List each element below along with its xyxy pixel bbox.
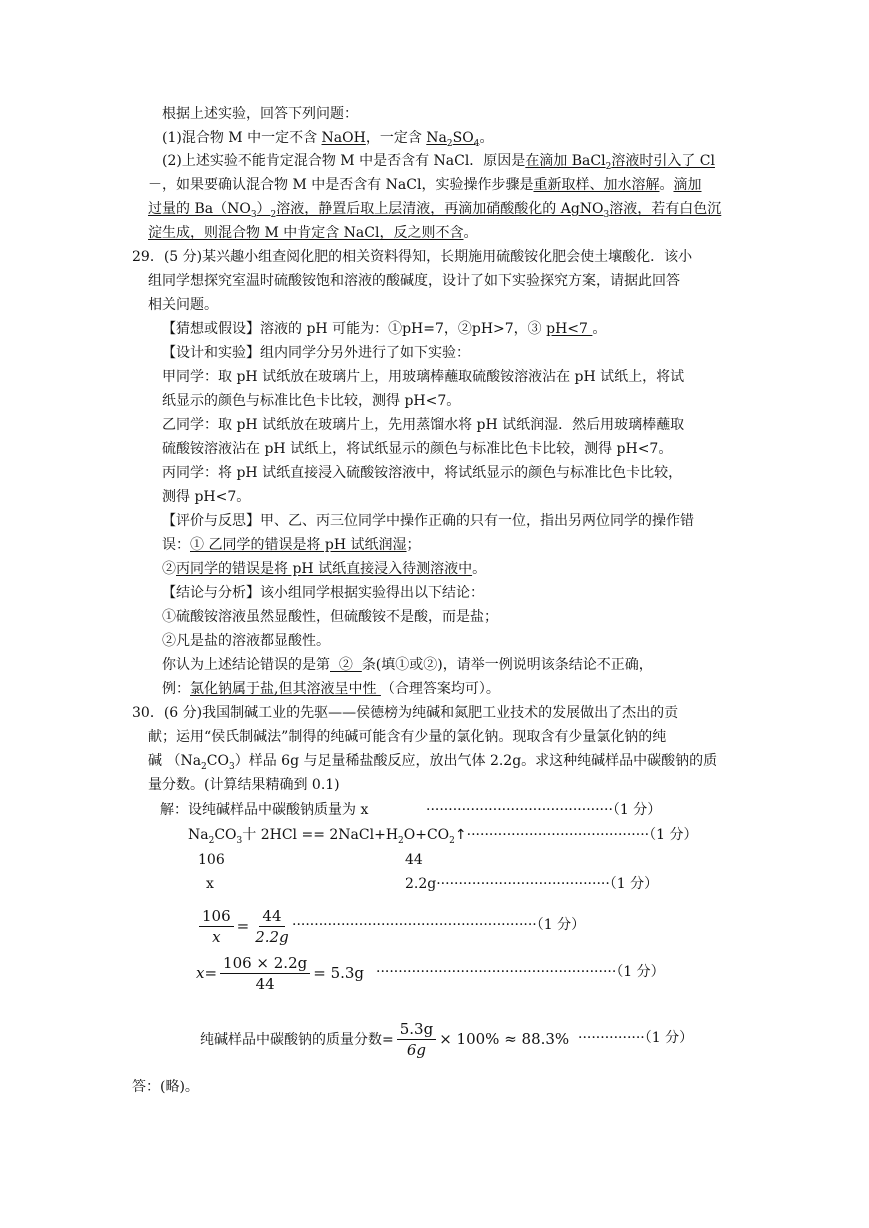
q29-conclusion-2: ②凡是盐的溶液都显酸性。 [162, 633, 330, 649]
answer-blank: 过量的 $Ba(NO_3)_2$溶液，静置后取上层清液，再滴加硝酸酸化的 AgNO$_3$溶液，若有白色沉 [148, 201, 722, 220]
q29-evaluation-3: ②丙同学的错误是将 pH 试纸直接浸入待测溶液中。 [162, 561, 487, 577]
q30-equation: $Na_2CO_3$十 $2HCl == 2NaCl+H_2O+CO_2↑\cdot\cdot\cdot\cdot\cdot\cdot\cdot\cdot\cdot\cdot\cdot\cdot\cdot\cdot\cdot\cdot\cdot\cdot\cdot\cdot\cdot\cdot\cdot\cdot\cdot\cdot\cdot\cdot\cdot\cdot\cdot\cdot\cdot\cdot\cdot\cdot\cdot\cdot\cdot\cdot\cdot(1$ 分） [188, 827, 698, 846]
q29-evaluation-2: 误：① 乙同学的错误是将 pH 试纸润湿； [162, 537, 421, 553]
q29-student-jia-2: 纸显示的颜色与标准比色卡比较，测得 pH<7。 [162, 393, 461, 409]
answer-blank: 滴加 [673, 177, 702, 193]
q30-stem-line1: 30．(6 分)我国制碱工业的先驱——侯德榜为纯碱和氮肥工业技术的发展做出了杰出的贡 [132, 705, 679, 721]
answer-blank: 在滴加 BaCl$_2$溶液时引入了 Cl [525, 153, 715, 172]
q30-calc-x: x= $\frac{106 \times 2.2g}{44}$ = 5.3g [196, 953, 365, 993]
q30-proportion: $\frac{106}{x}$ = $\frac{44}{2.2g}$ [196, 902, 295, 950]
q30-dots-4: ·······················································（1 分） [292, 917, 586, 933]
q30-dots-5: ······················································（1 分） [376, 964, 665, 980]
q29-student-yi-2: 硫酸铵溶液沾在 pH 试纸上，将试纸显示的颜色与标准比色卡比较，测得 pH<7。 [162, 441, 673, 457]
answer-blank: pH<7 [546, 321, 593, 337]
q30-molar-mass-1: 106 [198, 852, 225, 868]
q30-unknown-x: x [206, 876, 214, 892]
q28-part2-line3 [148, 199, 721, 219]
q30-dots-1: ··········································（1 分） [426, 802, 662, 818]
q29-conclusion-1: ①硫酸铵溶液虽然显酸性，但硫酸铵不是酸，而是盐； [162, 609, 498, 625]
fraction: $\frac{44}{2.2g}$ [255, 906, 289, 946]
fraction: $\frac{106}{x}$ [199, 907, 234, 946]
intro-text: 根据上述实验，回答下列问题： [162, 106, 358, 122]
q30-mass-fraction: 纯碱样品中碳酸钠的质量分数= $\frac{5.3g}{6g}$ × 100% ≈ 88.3% [200, 1019, 570, 1059]
q29-hypothesis: 【猜想或假设】溶液的 pH 可能为：①pH=7，②pH>7，③ pH<7 。 [162, 321, 607, 337]
q30-solution-setup: 解：设纯碱样品中碳酸钠质量为 x [160, 802, 369, 818]
q29-conclusion-heading: 【结论与分析】该小组同学根据实验得出以下结论： [162, 585, 484, 601]
answer-blank: 丙同学的错误是将 pH 试纸直接浸入待测溶液中 [176, 561, 473, 577]
q30-molar-mass-2: 44 [405, 852, 423, 868]
q29-design: 【设计和实验】组内同学分另外进行了如下实验： [162, 345, 470, 361]
q29-stem-line3: 相关问题。 [148, 297, 218, 313]
q28-part2-line2: －，如果要确认混合物 M 中是否含有 NaCl，实验操作步骤是重新取样、加水溶解。滴加 [148, 177, 702, 193]
fraction: $\frac{5.3g}{6g}$ [397, 1020, 436, 1059]
q29-stem-line1: 29．(5 分)某兴趣小组查阅化肥的相关资料得知，长期施用硫酸铵化肥会使土壤酸化．该小 [132, 249, 693, 265]
answer-blank: ① 乙同学的错误是将 pH 试纸润湿 [190, 537, 407, 553]
q29-stem-line2: 组同学想探究室温时硫酸铵饱和溶液的酸碱度，设计了如下实验探究方案，请据此回答 [148, 273, 680, 289]
q28-part2-line4: 淀生成，则混合物 M 中肯定含 NaCl，反之则不含。 [148, 225, 478, 241]
q28-part1: (1)混合物 M 中一定不含 NaOH，一定含 $Na_2SO_4$。 [162, 130, 494, 149]
q29-question: 你认为上述结论错误的是第 ② 条(填①或②)，请举一例说明该条结论不正确， [162, 657, 653, 673]
q29-evaluation-1: 【评价与反思】甲、乙、丙三位同学中操作正确的只有一位，指出另两位同学的操作错 [162, 513, 694, 529]
answer-blank: ② [330, 657, 362, 673]
answer-blank: $Na_2SO_4$ [426, 130, 480, 149]
q29-example: 例：氯化钠属于盐,但其溶液呈中性 （合理答案均可）。 [162, 681, 500, 697]
q29-student-jia-1: 甲同学：取 pH 试纸放在玻璃片上，用玻璃棒蘸取硫酸铵溶液沾在 pH 试纸上，将试 [162, 369, 685, 385]
q30-stem-line2: 献；运用“侯氏制碱法”制得的纯碱可能含有少量的氯化钠。现取含有少量氯化钠的纯 [148, 729, 667, 745]
q28-part2-line1: (2)上述实验不能肯定混合物 M 中是否含有 NaCl．原因是在滴加 BaCl$_2$溶液时引入了 Cl [162, 153, 715, 172]
q29-student-bing-1: 丙同学：将 pH 试纸直接浸入硫酸铵溶液中，将试纸显示的颜色与标准比色卡比较， [162, 465, 683, 481]
answer-blank: NaOH [321, 130, 366, 146]
q30-dots-6: ···············（1 分） [578, 1030, 694, 1046]
answer-blank: 氯化钠属于盐,但其溶液呈中性 [190, 681, 381, 697]
fraction: $\frac{106 \times 2.2g}{44}$ [220, 954, 310, 993]
q30-stem-line4: 量分数。(计算结果精确到 0.1) [148, 777, 340, 793]
q30-stem-line3: 碱 $(Na_2CO_3)$样品 6g 与足量稀盐酸反应，放出气体 2.2g。求这种纯碱样品中碳酸钠的质 [148, 753, 718, 772]
q30-gas-mass: 2.2g·······································（1 分） [405, 876, 659, 892]
answer-blank: 重新取样、加水溶解 [533, 177, 660, 193]
q30-answer: 答：(略)。 [132, 1079, 199, 1095]
q29-student-yi-1: 乙同学：取 pH 试纸放在玻璃片上，先用蒸馏水将 pH 试纸润湿．然后用玻璃棒蘸取 [162, 417, 685, 433]
q29-student-bing-2: 测得 pH<7。 [162, 489, 251, 505]
answer-blank: 淀生成，则混合物 M 中肯定含 NaCl，反之则不含 [148, 225, 464, 241]
